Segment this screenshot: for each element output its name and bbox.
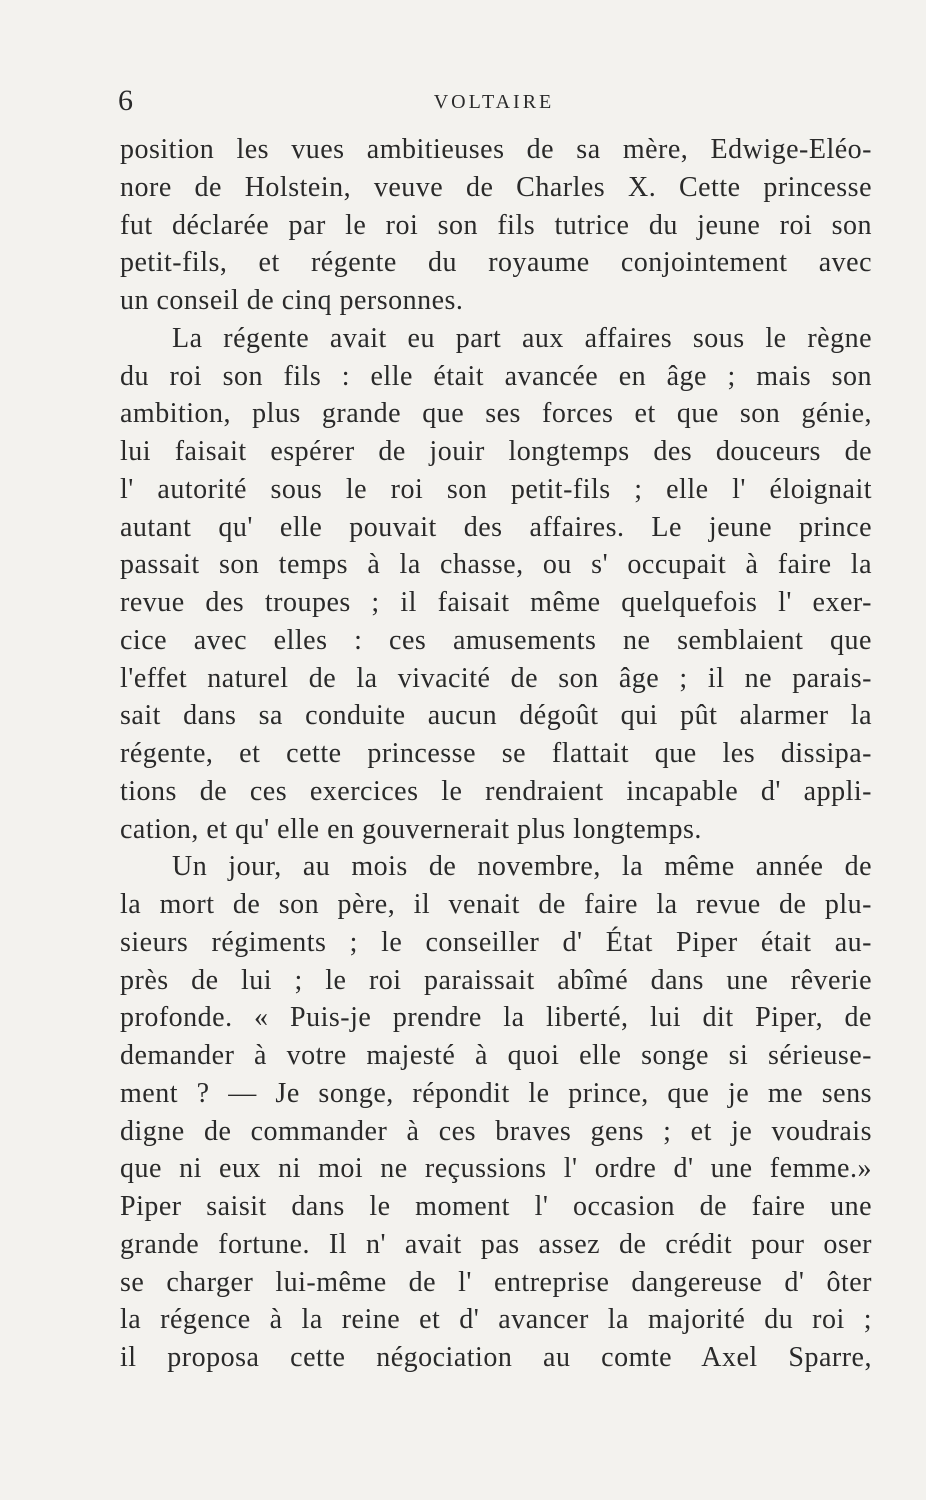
text-line: revue des troupes ; il faisait même quelquefois l' exer- [120, 587, 872, 618]
text-line: il proposa cette négociation au comte Axel Sparre, [120, 1342, 872, 1373]
text-line: ment ? — Je songe, répondit le prince, que je me sens [120, 1077, 872, 1109]
text-line: position les vues ambitieuses de sa mère, Edwige-Eléo- [120, 134, 872, 165]
text-line: sait dans sa conduite aucun dégoût qui pût alarmer la [120, 700, 872, 732]
text-line: profonde. « Puis-je prendre la liberté, lui dit Piper, de [120, 1002, 872, 1034]
text-line: que ni eux ni moi ne reçussions l' ordre d' une femme.» [120, 1153, 872, 1185]
text-line: régente, et cette princesse se flattait que les dissipa- [120, 738, 872, 769]
text-line: sieurs régiments ; le conseiller d' État Piper était au- [120, 926, 872, 958]
text-line: la régence à la reine et d' avancer la majorité du roi ; [120, 1304, 872, 1336]
text-line: un conseil de cinq personnes. [120, 285, 464, 316]
text-line: Piper saisit dans le moment l' occasion de faire une [120, 1191, 872, 1222]
body-text [120, 131, 872, 1377]
page-number: 6 [118, 84, 133, 117]
text-line: petit-fils, et régente du royaume conjointement avec [120, 247, 872, 279]
text-line: ambition, plus grande que ses forces et que son génie, [120, 398, 872, 430]
text-line: du roi son fils : elle était avancée en âge ; mais son [120, 360, 872, 392]
text-line: cice avec elles : ces amusements ne semblaient que [120, 624, 872, 656]
text-line: l'effet naturel de la vivacité de son âge ; il ne parais- [120, 662, 872, 694]
text-line: fut déclarée par le roi son fils tutrice du jeune roi son [120, 209, 872, 241]
text-line: la mort de son père, il venait de faire la revue de plu- [120, 889, 872, 920]
text-line: tions de ces exercices le rendraient incapable d' appli- [120, 775, 872, 807]
text-line: lui faisait espérer de jouir longtemps des douceurs de [120, 436, 872, 467]
paragraph-start-line: La régente avait eu part aux affaires sous le règne [172, 322, 872, 354]
text-line: demander à votre majesté à quoi elle songe si sérieuse- [120, 1040, 872, 1071]
text-line: digne de commander à ces braves gens ; et je voudrais [120, 1115, 872, 1147]
text-line: grande fortune. Il n' avait pas assez de crédit pour oser [120, 1228, 872, 1260]
text-line: nore de Holstein, veuve de Charles X. Cette princesse [120, 171, 872, 203]
text-line: passait son temps à la chasse, ou s' occupait à faire la [120, 549, 872, 581]
text-line: se charger lui-même de l' entreprise dangereuse d' ôter [120, 1266, 872, 1298]
text-line: autant qu' elle pouvait des affaires. Le jeune prince [120, 511, 872, 543]
running-head: VOLTAIRE [433, 91, 555, 113]
page-header [118, 86, 870, 116]
text-line: cation, et qu' elle en gouvernerait plus longtemps. [120, 813, 702, 845]
text-line: près de lui ; le roi paraissait abîmé dans une rêverie [120, 964, 872, 996]
text-line: l' autorité sous le roi son petit-fils ; elle l' éloignait [120, 473, 872, 505]
paragraph-start-line: Un jour, au mois de novembre, la même année de [172, 851, 872, 883]
